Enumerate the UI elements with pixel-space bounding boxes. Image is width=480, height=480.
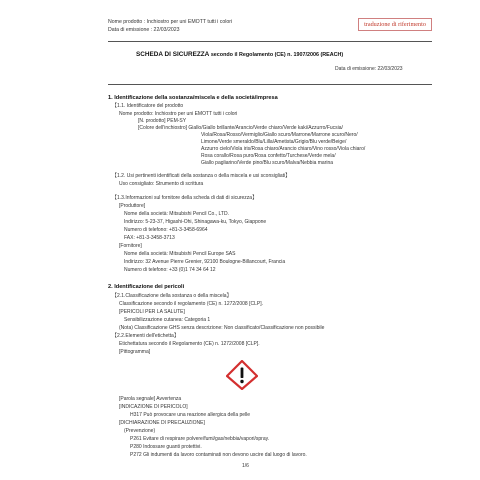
document-title-main: SCHEDA DI SICUREZZA bbox=[136, 51, 210, 58]
producer-phone: Numero di telefono: +81-3-3458-6964 bbox=[124, 227, 208, 233]
section-1-1-heading: 【1.1. Identificatore del prodotto bbox=[112, 103, 184, 109]
section-2-2-heading: 【2.2.Elementi dell'etichetta】 bbox=[112, 333, 179, 339]
classification-regulation: Classificazione secondo il regolamento (CE) n. 1272/2008 [CLP]. bbox=[119, 301, 263, 307]
ink-color-line: Limone/Verde smeraldo/Blu/Lilla/Ametista/Grigio/Blu verde/Beige/ bbox=[201, 139, 347, 145]
title-divider bbox=[108, 84, 432, 85]
page-number: 1/6 bbox=[242, 463, 249, 469]
product-number-line: [N. prodotto] PEM-SY bbox=[138, 118, 187, 124]
labelling-regulation: Etichettatura secondo il Regolamento (CE) n. 1272/2008 [CLP]. bbox=[119, 341, 260, 347]
hazard-statement-h317: H317 Può provocare una reazione allergica della pelle bbox=[130, 412, 251, 418]
producer-label: [Produttore] bbox=[119, 203, 146, 209]
producer-fax: FAX: +81-3-3458-3713 bbox=[124, 235, 175, 241]
precaution-p272: P272 Gli indumenti da lavoro contaminati non devono uscire dal luogo di lavoro. bbox=[130, 452, 307, 458]
ghs-note: (Nota) Classificazione GHS senza descrizione: Non classificato/Classificazione non possibile bbox=[119, 325, 325, 331]
precaution-p280: P280 Indossare guanti protettivi. bbox=[130, 444, 202, 450]
section-2-1-heading: 【2.1.Classificazione della sostanza o della miscela】 bbox=[112, 293, 232, 299]
issue-date: Data di emissione: 22/03/2023 bbox=[335, 66, 403, 72]
product-name-line: Nome prodotto: Inchiostro per uni EMOTT tutti i colori bbox=[119, 111, 238, 117]
producer-company: Nome della società: Mitsubishi Pencil Co., LTD. bbox=[124, 211, 229, 217]
header-issue-date: Data di emissione : 22/03/2023 bbox=[108, 27, 180, 33]
signal-word: [Parola segnale] Avvertenza bbox=[119, 396, 182, 402]
supplier-address: Indirizzo: 32 Avenue Pierre Grenier, 92100 Boulogne-Billancourt, Francia bbox=[124, 259, 286, 265]
ink-color-line: Azzurro cielo/Viola iris/Rosa chiaro/Arancio chiaro/Vino rosso/Viola chiaro/ bbox=[201, 146, 366, 152]
supplier-label: [Fornitore] bbox=[119, 243, 142, 249]
precautionary-statement-label: [DICHIARAZIONE DI PRECAUZIONE] bbox=[119, 420, 205, 426]
health-hazards-label: [PERICOLI PER LA SALUTE] bbox=[119, 309, 185, 315]
prevention-label: (Prevenzione) bbox=[124, 428, 156, 434]
ink-color-line: Giallo pagliarino/Verde pino/Blu scuro/Malva/Nebbia marina bbox=[201, 160, 334, 166]
reference-translation-badge: traduzione di riferimento bbox=[358, 18, 432, 31]
ghs-exclamation-pictogram-icon bbox=[226, 360, 258, 390]
skin-sensitisation: Sensibilizzazione cutanea: Categoria 1 bbox=[124, 317, 211, 323]
section-2-heading: 2. Identificazione dei pericoli bbox=[108, 284, 185, 290]
supplier-phone: Numero di telefono: +33 (0)1 74 34 64 12 bbox=[124, 267, 216, 273]
section-1-heading: 1. Identificazione della sostanza/miscela e della società/impresa bbox=[108, 95, 278, 101]
recommended-use: Uso consigliato: Strumento di scrittura bbox=[119, 181, 204, 187]
section-1-3-heading: 【1.3.Informazioni sul fornitore della scheda di dati di sicurezza】 bbox=[112, 195, 258, 201]
document-title-sub: secondo il Regolamento (CE) n. 1907/2006 (REACH) bbox=[210, 52, 344, 58]
ink-color-line: Viola/Rosa/Rosso/Vermiglio/Giallo scuro/Marrone/Marrone scuro/Nero/ bbox=[201, 132, 358, 138]
hazard-statement-label: [INDICAZIONE DI PERICOLO] bbox=[119, 404, 188, 410]
header-divider bbox=[108, 41, 432, 42]
section-1-2-heading: 【1.2. Usi pertinenti identificati della sostanza o della miscela e usi sconsigliati】 bbox=[112, 173, 291, 179]
document-title bbox=[136, 52, 343, 58]
pictogram-label: [Pittogramma] bbox=[119, 349, 151, 355]
precaution-p261: P261 Evitare di respirare polvere/fumi/gas/nebbia/vapori/spray. bbox=[130, 436, 270, 442]
ink-color-line: [Colore dell'inchiostro] Giallo/Giallo brillante/Arancio/Verde chiaro/Verde kaki/Azzurro/Fucsia/ bbox=[138, 125, 343, 131]
producer-address: Indirizzo: 5-23-37, Higashi-Ohi, Shinagawa-ku, Tokyo, Giappone bbox=[124, 219, 267, 225]
header-product-name: Nome prodotto : Inchiostro per uni EMOTT tutti i colori bbox=[108, 19, 233, 25]
ink-color-line: Rosa corallo/Rosa puro/Rosa confetto/Turchese/Verde mela/ bbox=[201, 153, 336, 159]
supplier-company: Nome della società: Mitsubishi Pencil Europe SAS bbox=[124, 251, 236, 257]
